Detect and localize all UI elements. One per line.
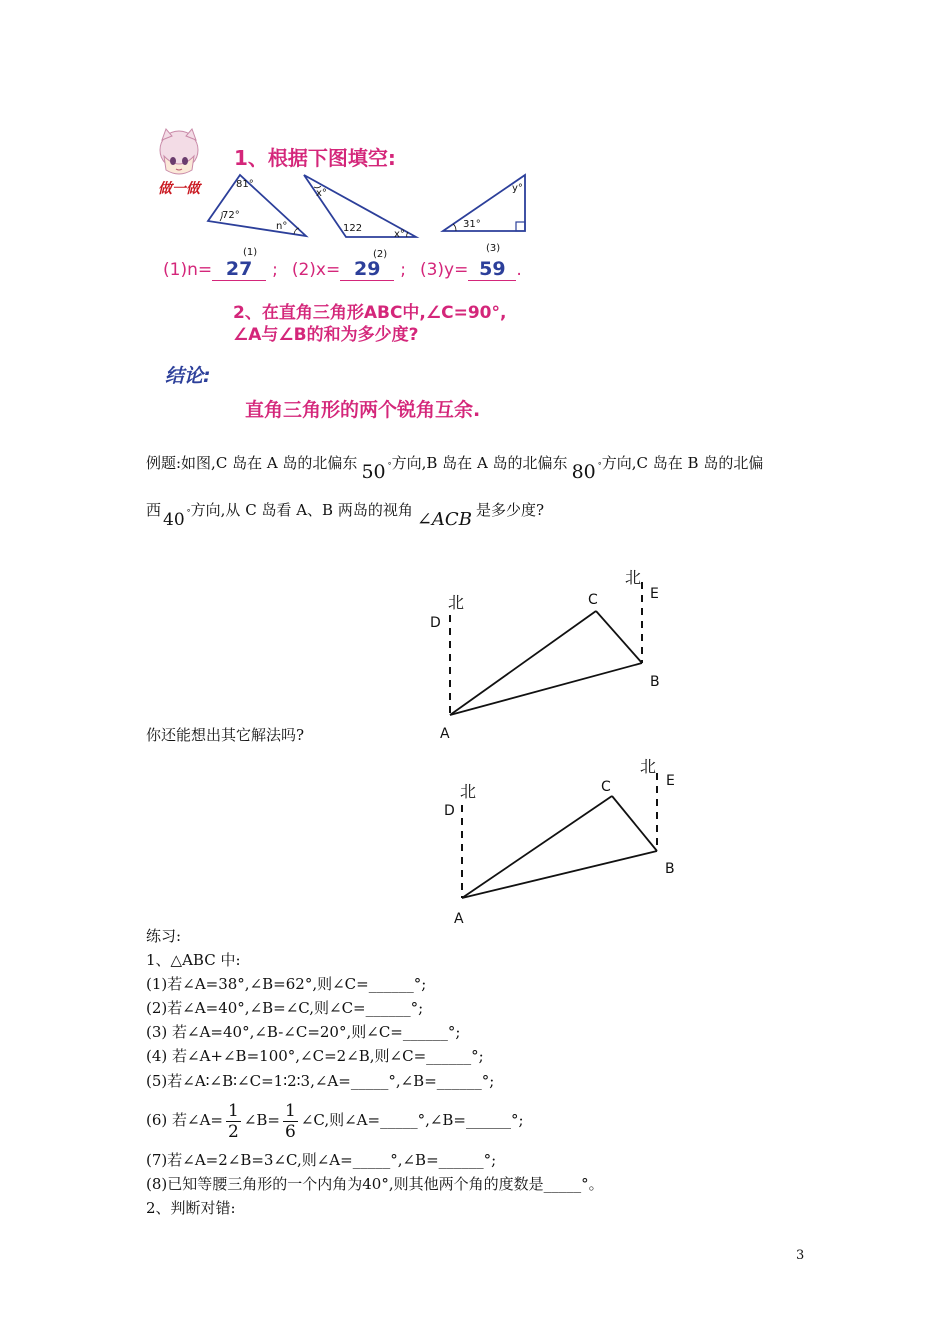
example-seg6: 是多少度? [475, 501, 544, 519]
example-deg1: 50 [361, 461, 386, 483]
exercise-item-6 [146, 1098, 524, 1142]
exercise-q1-title: 1、△ABC 中: [146, 951, 241, 969]
tri2-angle-bl: 122 [343, 223, 363, 234]
frac1-den: 2 [228, 1121, 239, 1142]
example-angle-expr: ∠ACB [416, 509, 472, 530]
q2-line2: ∠A与∠B的和为多少度? [233, 325, 419, 345]
exercise-q2-title: 2、判断对错: [146, 1199, 236, 1217]
answer-1-prefix: (1)n= [163, 260, 213, 280]
exercise-item-4: (4) 若∠A+∠B=100°,∠C=2∠B,则∠C=______°; [146, 1047, 484, 1065]
item6-suffix: ∠C,则∠A=_____°,∠B=______°; [300, 1111, 524, 1129]
north-label-3: 北 [460, 782, 477, 801]
exercise-item-1: (1)若∠A=38°,∠B=62°,则∠C=______°; [146, 975, 427, 993]
tri3-angle-top: y° [512, 183, 523, 194]
triangles-figure [200, 165, 540, 260]
north-label-1: 北 [448, 593, 465, 612]
exercise-item-5: (5)若∠A∶∠B∶∠C=1∶2∶3,∠A=_____°,∠B=______°; [146, 1072, 495, 1090]
item6-prefix: (6) 若∠A= [146, 1111, 223, 1129]
example-seg5: 方向,从 C 岛看 A、B 两岛的视角 [190, 501, 413, 519]
answer-3-value: 59 [468, 258, 516, 281]
tri2-angle-br: x° [394, 229, 405, 240]
example-line1: 例题:如图,C 岛在 A 岛的北偏东 50 °方向,B 岛在 A 岛的北偏东 80 °方向,C 岛在 B 岛的北偏 [146, 454, 764, 483]
exercise-item-8: (8)已知等腰三角形的一个内角为40°,则其他两个角的度数是_____°。 [146, 1175, 604, 1193]
tri1-caption: (1) [243, 247, 258, 258]
answer-sep-1: ; [272, 260, 278, 280]
example-deg3: 40 [163, 510, 185, 530]
tri2-angle-top: x° [316, 188, 327, 199]
example-seg3: 方向,C 岛在 B 岛的北偏 [601, 454, 764, 472]
tri3-angle-left: 31° [463, 219, 481, 230]
exercise-item-3: (3) 若∠A=40°,∠B-∠C=20°,则∠C=______°; [146, 1023, 461, 1041]
bearing-diagram-1 [420, 560, 680, 745]
frac1-num: 1 [228, 1100, 239, 1121]
point-E-2: E [666, 773, 675, 789]
tri1-angle-left: 72° [222, 210, 240, 221]
point-D: D [430, 615, 441, 631]
fraction-1-2 [226, 1101, 241, 1142]
point-A-2: A [454, 911, 464, 927]
exercises-title: 练习: [146, 927, 182, 945]
example-seg2: 方向,B 岛在 A 岛的北偏东 [391, 454, 568, 472]
exercise-item-2: (2)若∠A=40°,∠B=∠C,则∠C=______°; [146, 999, 424, 1017]
answers-row [163, 258, 522, 281]
page-number: 3 [796, 1248, 805, 1263]
conclusion-label: 结论: [165, 365, 211, 387]
bearing-diagram-2 [438, 745, 688, 930]
answer-2-value: 29 [340, 258, 394, 281]
answer-3-prefix: (3)y= [419, 260, 469, 280]
north-label-4: 北 [640, 757, 657, 776]
q2-line1: 2、在直角三角形ABC中,∠C=90°, [233, 303, 507, 323]
point-D-2: D [444, 803, 455, 819]
item6-mid: ∠B= [243, 1111, 280, 1129]
tri1-angle-top: 81° [236, 179, 254, 190]
north-label-2: 北 [625, 568, 642, 587]
triangle-1 [208, 175, 306, 236]
frac2-den: 6 [285, 1121, 296, 1142]
example-seg1: 例题:如图,C 岛在 A 岛的北偏东 [146, 454, 358, 472]
q1-title: 1、根据下图填空: [234, 146, 396, 170]
badge-label: 做一做 [158, 181, 200, 197]
example-seg4: 西 [146, 501, 162, 519]
alt-solution-prompt: 你还能想出其它解法吗? [146, 726, 305, 744]
answer-1-value: 27 [212, 258, 266, 281]
exercise-item-7: (7)若∠A=2∠B=3∠C,则∠A=_____°,∠B=______°; [146, 1151, 497, 1169]
example-line2: 西 40 °方向,从 C 岛看 A、B 两岛的视角 ∠ACB 是多少度? [146, 501, 544, 530]
example-deg2: 80 [571, 461, 596, 483]
point-E: E [650, 586, 659, 602]
fraction-1-6 [283, 1101, 298, 1142]
point-A: A [440, 726, 450, 742]
tri2-caption: (2) [373, 249, 388, 260]
point-B-2: B [665, 861, 675, 877]
point-C-2: C [601, 779, 611, 795]
conclusion-text: 直角三角形的两个锐角互余. [245, 399, 481, 421]
tri3-caption: (3) [486, 243, 501, 254]
tri1-angle-right: n° [276, 221, 288, 232]
frac2-num: 1 [285, 1100, 296, 1121]
answer-sep-2: ; [400, 260, 406, 280]
answer-end: . [516, 260, 522, 280]
point-C: C [588, 592, 598, 608]
point-B: B [650, 674, 660, 690]
answer-2-prefix: (2)x= [291, 260, 341, 280]
